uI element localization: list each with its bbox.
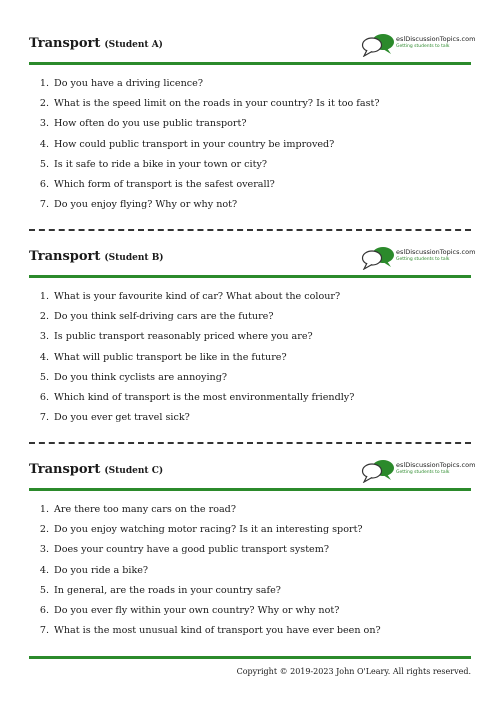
site-tagline: Getting students to talk: [396, 470, 450, 475]
site-tagline: Getting students to talk: [396, 257, 450, 262]
question-list: [29, 74, 471, 215]
site-logo: [361, 30, 476, 60]
list-item: 6. Which kind of transport is the most environmentally friendly?: [39, 391, 355, 403]
list-item: 5. In general, are the roads in your country safe?: [39, 584, 281, 596]
list-item: 7. Do you ever get travel sick?: [39, 412, 190, 424]
site-name: eslDiscussionTopics.com: [396, 248, 476, 256]
list-item: 1. Do you have a driving licence?: [39, 78, 203, 89]
list-item: 5. Is it safe to ride a bike in your town or city?: [39, 158, 268, 170]
section-title: [29, 462, 163, 477]
site-tagline: Getting students to talk: [396, 44, 450, 49]
green-divider: [29, 62, 471, 65]
list-item: 3. Does your country have a good public transport system?: [39, 544, 329, 556]
section-header: [29, 456, 476, 486]
speech-bubbles-icon: [361, 459, 395, 483]
section-student-a: [29, 30, 476, 215]
site-name: eslDiscussionTopics.com: [396, 461, 476, 469]
list-item: 1. What is your favourite kind of car? What about the colour?: [39, 291, 341, 302]
list-item: 3. How often do you use public transport?: [39, 118, 247, 130]
green-divider: [29, 656, 471, 659]
site-logo: [361, 456, 476, 486]
speech-bubbles-icon: [361, 246, 395, 270]
list-item: 2. Do you enjoy watching motor racing? Is it an interesting sport?: [39, 524, 363, 536]
green-divider: [29, 488, 471, 491]
list-item: 7. What is the most unusual kind of transport you have ever been on?: [39, 625, 381, 637]
student-label: (Student A): [104, 40, 163, 50]
section-title: [29, 36, 163, 51]
title-text: Transport: [29, 462, 101, 477]
cut-line: [29, 229, 471, 231]
copyright-footer: Copyright © 2019-2023 John O'Leary. All rights reserved.: [236, 667, 471, 676]
section-header: [29, 30, 476, 60]
list-item: 7. Do you enjoy flying? Why or why not?: [39, 199, 238, 211]
list-item: 2. What is the speed limit on the roads in your country? Is it too fast?: [39, 98, 380, 110]
list-item: 3. Is public transport reasonably priced where you are?: [39, 331, 313, 343]
list-item: 6. Do you ever fly within your own country? Why or why not?: [39, 604, 340, 616]
list-item: 4. Do you ride a bike?: [39, 564, 149, 576]
section-title: [29, 249, 164, 264]
list-item: 6. Which form of transport is the safest overall?: [39, 178, 275, 190]
section-header: [29, 243, 476, 273]
green-divider: [29, 275, 471, 278]
list-item: 4. How could public transport in your country be improved?: [39, 138, 335, 150]
list-item: 2. Do you think self-driving cars are the future?: [39, 311, 274, 323]
cut-line: [29, 442, 471, 444]
student-label: (Student C): [104, 466, 164, 476]
question-list: [29, 500, 471, 641]
site-name: eslDiscussionTopics.com: [396, 35, 476, 43]
site-logo: [361, 243, 476, 273]
list-item: 4. What will public transport be like in the future?: [39, 351, 287, 363]
list-item: 5. Do you think cyclists are annoying?: [39, 371, 227, 383]
student-label: (Student B): [104, 253, 164, 263]
list-item: 1. Are there too many cars on the road?: [39, 504, 236, 515]
question-list: [29, 287, 471, 428]
title-text: Transport: [29, 36, 101, 51]
section-student-b: [29, 243, 476, 428]
section-student-c: [29, 456, 476, 641]
speech-bubbles-icon: [361, 33, 395, 57]
title-text: Transport: [29, 249, 101, 264]
